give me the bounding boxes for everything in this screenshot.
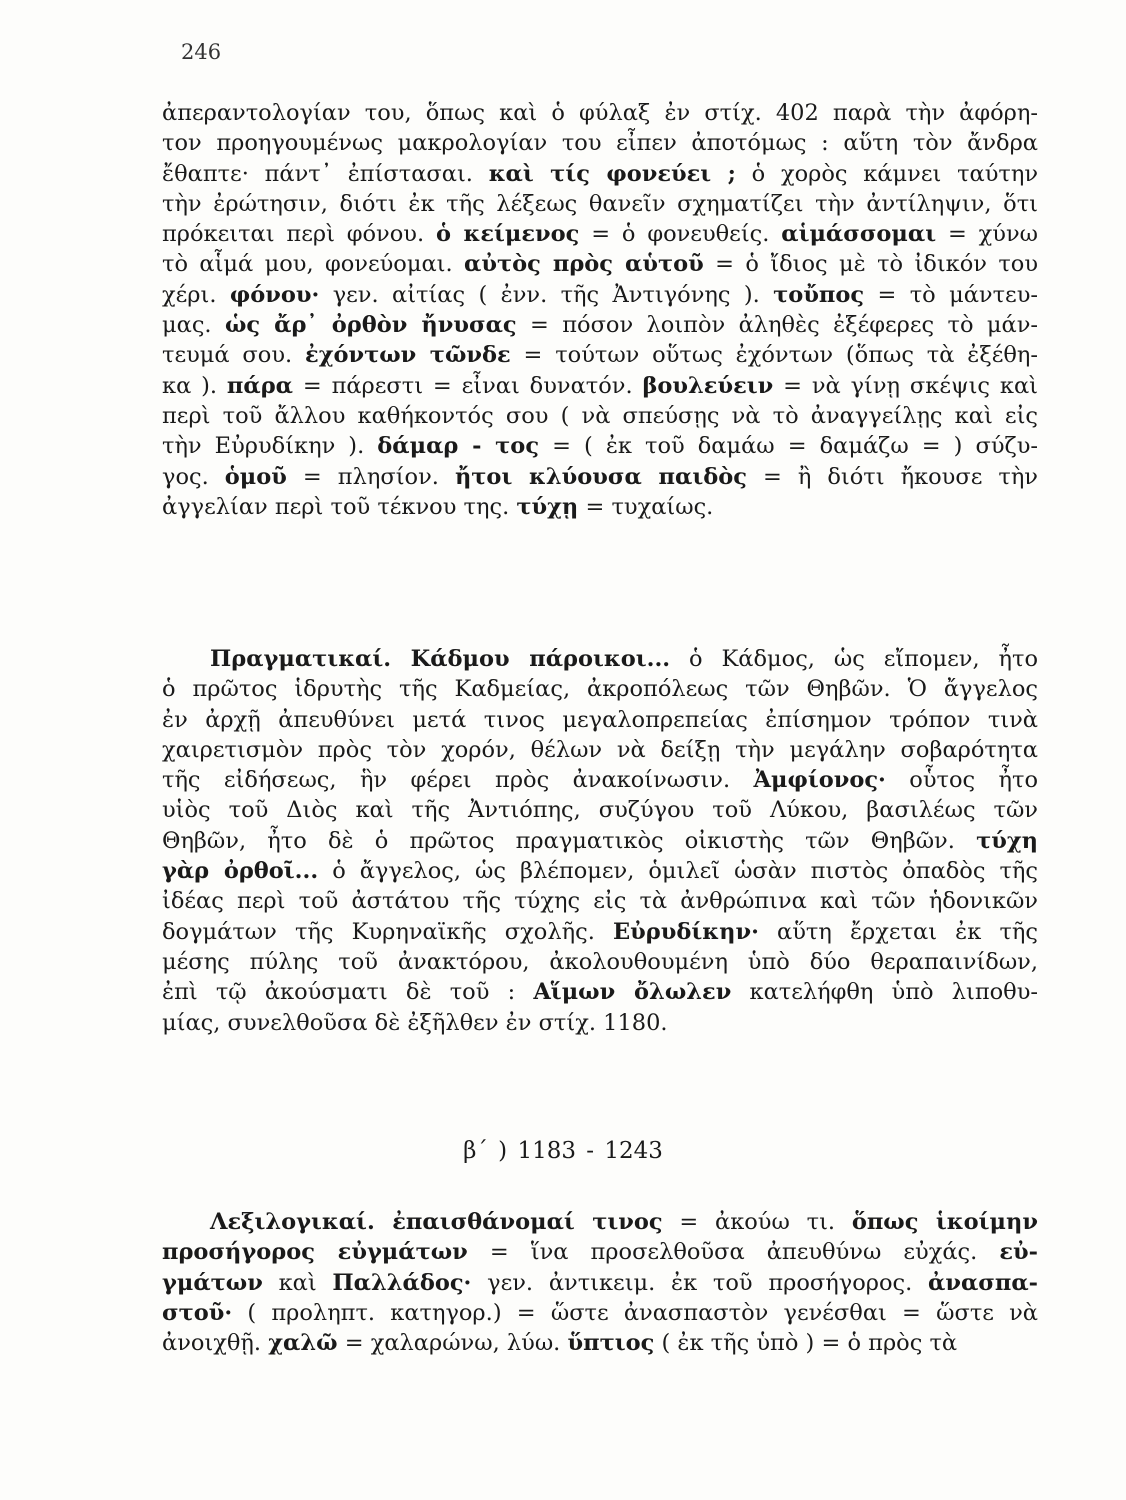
text-run: οὗτος ἦτο (885, 767, 1038, 794)
text-line (162, 98, 1038, 128)
text-run: ἐπὶ τῷ ἀκούσματι δὲ τοῦ : (162, 979, 534, 1006)
text-run: = ὁ ἴδιος μὲ τὸ ἰδικόν του (703, 251, 1039, 278)
bold-term: αὐτὸς πρὸς αὑτοῦ (464, 251, 704, 278)
text-line (162, 431, 1038, 461)
text-run: μίας, συνελθοῦσα δὲ ἐξῆλθεν ἐν στίχ. 1180. (162, 1009, 668, 1036)
text-line (162, 826, 1038, 856)
text-run: γεν. αἰτίας ( ἐνν. τῆς Ἀντιγόνης ). (319, 281, 774, 308)
text-run: ( προληπτ. κατηγορ.) = ὥστε ἀνασπαστὸν γενέσθαι = ὥστε νὰ (232, 1299, 1038, 1326)
text-run: = ( ἐκ τοῦ δαμάω = δαμάζω = ) σύζυ- (539, 433, 1039, 460)
text-line (162, 1207, 1038, 1237)
bold-term: ὅπως ἱκοίμην (851, 1209, 1038, 1235)
text-line (162, 1268, 1038, 1298)
bold-term: ἤτοι κλύουσα παιδὸς (454, 463, 747, 490)
text-run: = χαλαρώνω, λύω. (337, 1330, 568, 1357)
text-line (162, 735, 1038, 765)
text-line (162, 462, 1038, 492)
text-line (162, 371, 1038, 401)
bold-term: εὐ- (999, 1239, 1038, 1266)
text-line (162, 917, 1038, 947)
text-run: = τὸ μάντευ- (864, 281, 1038, 308)
bold-term: αἱμάσσομαι (781, 221, 937, 248)
text-line (162, 401, 1038, 431)
text-run: περὶ τοῦ ἄλλου καθήκοντός σου ( νὰ σπεύσῃς νὰ τὸ ἀναγγείλῃς καὶ εἰς (162, 402, 1038, 429)
text-line (162, 1328, 1038, 1358)
text-run: πρόκειται περὶ φόνου. (162, 221, 436, 248)
paragraph-lexical-notes-2 (162, 1207, 1038, 1358)
text-run: μέσης πύλης τοῦ ἀνακτόρου, ἀκολουθουμένη ὑπὸ δύο θεραπαινίδων, (162, 948, 1038, 975)
bold-term: Αἵμων ὄλωλεν (533, 979, 732, 1006)
text-run: ὁ ἄγγελος, ὡς βλέπομεν, ὁμιλεῖ ὡσὰν πιστὸς ὀπαδὸς τῆς (318, 858, 1038, 885)
text-run: = ἀκούω τι. (662, 1209, 852, 1235)
text-line (162, 947, 1038, 977)
text-line (162, 765, 1038, 795)
bold-term: τύχῃ (516, 493, 579, 520)
text-run: χέρι. (162, 281, 230, 308)
bold-term: δάμαρ - τος (377, 433, 540, 460)
bold-term: ὡς ἄρ᾽ ὀρθὸν ἤνυσας (224, 312, 517, 339)
bold-term: ὕπτιος (567, 1330, 655, 1357)
bold-term: τύχη (976, 827, 1038, 854)
text-run: ἔθαπτε· πάντ᾽ ἐπίστασαι. (162, 160, 489, 187)
text-run: τὴν Εὐρυδίκην ). (162, 433, 378, 460)
text-run: κα ). (162, 372, 227, 399)
bold-term: Παλλάδος· (332, 1269, 472, 1296)
bold-term: Εὐρυδίκην· (613, 918, 759, 945)
text-run: ὁ χορὸς κάμνει ταύτην (735, 160, 1038, 187)
text-run: = πλησίον. (286, 463, 455, 490)
bold-term: γμάτων (162, 1269, 263, 1296)
text-run: = ἵνα προσελθοῦσα ἀπευθύνω εὐχάς. (467, 1239, 1000, 1266)
text-line (162, 1008, 1038, 1038)
text-run: = πόσον λοιπὸν ἀληθὲς ἐξέφερες τὸ μάν- (516, 312, 1038, 339)
text-run: = νὰ γίνῃ σκέψις καὶ (773, 372, 1038, 399)
text-run: ὁ πρῶτος ἱδρυτὴς τῆς Καδμείας, ἀκροπόλεως τῶν Θηβῶν. Ὁ ἄγγελος (162, 676, 1038, 703)
bold-term: βουλεύειν (642, 372, 774, 399)
text-line (162, 189, 1038, 219)
text-run: Θηβῶν, ἦτο δὲ ὁ πρῶτος πραγματικὸς οἰκιστὴς τῶν Θηβῶν. (162, 827, 977, 854)
bold-term: ἀνασπα- (928, 1269, 1038, 1296)
text-run: ( ἐκ τῆς ὑπὸ ) = ὁ πρὸς τὰ (654, 1330, 958, 1357)
bold-term: τοὔπος (773, 281, 865, 308)
text-run: ἀγγελίαν περὶ τοῦ τέκνου της. (162, 493, 517, 520)
bold-term: ἐχόντων τῶνδε (305, 342, 511, 369)
bold-term: γὰρ ὀρθοῖ... (162, 858, 319, 885)
text-run: ἐν ἀρχῇ ἀπευθύνει μετά τινος μεγαλοπρεπείας ἐπίσημον τρόπον τινὰ (162, 706, 1038, 733)
text-line (162, 1237, 1038, 1267)
text-run: = πάρεστι = εἶναι δυνατόν. (292, 372, 643, 399)
text-line (162, 644, 1038, 674)
bold-term: ὁ κείμενος (435, 221, 580, 248)
text-run: δογμάτων τῆς Κυρηναϊκῆς σχολῆς. (162, 918, 613, 945)
text-run: ὁ Κάδμος, ὡς εἴπομεν, ἦτο (670, 646, 1038, 672)
text-run: χαιρετισμὸν πρὸς τὸν χορόν, θέλων νὰ δείξῃ τὴν μεγάλην σοβαρότητα (162, 736, 1038, 763)
text-run: γος. (162, 463, 225, 490)
text-line (162, 310, 1038, 340)
bold-term: προσήγορος εὐγμάτων (162, 1239, 468, 1266)
text-run: γεν. ἀντικειμ. ἐκ τοῦ προσήγορος. (471, 1269, 929, 1296)
text-run: υἱὸς τοῦ Διὸς καὶ τῆς Ἀντιόπης, συζύγου τοῦ Λύκου, βασιλέως τῶν (162, 797, 1038, 824)
section-heading: β΄ ) 1183 - 1243 (463, 1138, 663, 1164)
text-run: τὸ αἷμά μου, φονεύομαι. (162, 251, 465, 278)
bold-term: Πραγματικαί. Κάδμου πάροικοι... (210, 646, 671, 672)
text-run: κατελήφθη ὑπὸ λιποθυ- (731, 979, 1038, 1006)
paragraph-factual-notes (162, 644, 1038, 1038)
text-line (162, 280, 1038, 310)
text-line (162, 1298, 1038, 1328)
text-line (162, 856, 1038, 886)
bold-term: ὁμοῦ (224, 463, 287, 490)
text-run: = χύνω (936, 221, 1038, 248)
text-line (162, 674, 1038, 704)
text-line (162, 159, 1038, 189)
paragraph-lexical-notes-1 (162, 98, 1038, 522)
text-run: αὕτη ἔρχεται ἐκ τῆς (758, 918, 1038, 945)
text-run: = ἢ διότι ἤκουσε τὴν (746, 463, 1038, 490)
text-line (162, 249, 1038, 279)
text-run: τὴν ἐρώτησιν, διότι ἐκ τῆς λέξεως θανεῖν σχηματίζει τὴν ἀντίληψιν, ὅτι (162, 190, 1038, 217)
text-run: ἀνοιχθῇ. (162, 1330, 269, 1357)
text-line (162, 219, 1038, 249)
text-line (162, 340, 1038, 370)
bold-term: πάρα (226, 372, 293, 399)
bold-term: καὶ τίς φονεύει ; (488, 160, 736, 187)
bold-term: χαλῶ (268, 1330, 338, 1357)
text-line (162, 128, 1038, 158)
text-line (162, 886, 1038, 916)
text-line (162, 705, 1038, 735)
text-run: τον προηγουμένως μακρολογίαν του εἶπεν ἀποτόμως : αὕτη τὸν ἄνδρα (162, 130, 1038, 157)
text-run: ἰδέας περὶ τοῦ ἀστάτου τῆς τύχης εἰς τὰ ἀνθρώπινα καὶ τῶν ἡδονικῶν (162, 888, 1038, 915)
text-run: ἀπεραντολογίαν του, ὅπως καὶ ὁ φύλαξ ἐν στίχ. 402 παρὰ τὴν ἀφόρη- (162, 100, 1038, 126)
bold-term: φόνου· (229, 281, 320, 308)
text-run: τῆς εἰδήσεως, ἣν φέρει πρὸς ἀνακοίνωσιν. (162, 767, 754, 794)
text-run: μας. (162, 312, 225, 339)
text-run: τευμά σου. (162, 342, 306, 369)
bold-term: στοῦ· (162, 1299, 233, 1326)
text-run: = τούτων οὕτως ἐχόντων (ὅπως τὰ ἐξέθη- (510, 342, 1039, 369)
bold-term: Λεξιλογικαί. ἐπαισθάνομαί τινος (210, 1209, 663, 1235)
bold-term: Ἀμφίονος· (753, 767, 886, 794)
text-line (162, 977, 1038, 1007)
text-run: καὶ (262, 1269, 333, 1296)
page-number: 246 (181, 40, 222, 64)
text-line (162, 492, 1038, 522)
text-line (162, 795, 1038, 825)
text-run: = ὁ φονευθείς. (579, 221, 782, 248)
text-run: = τυχαίως. (578, 493, 714, 520)
